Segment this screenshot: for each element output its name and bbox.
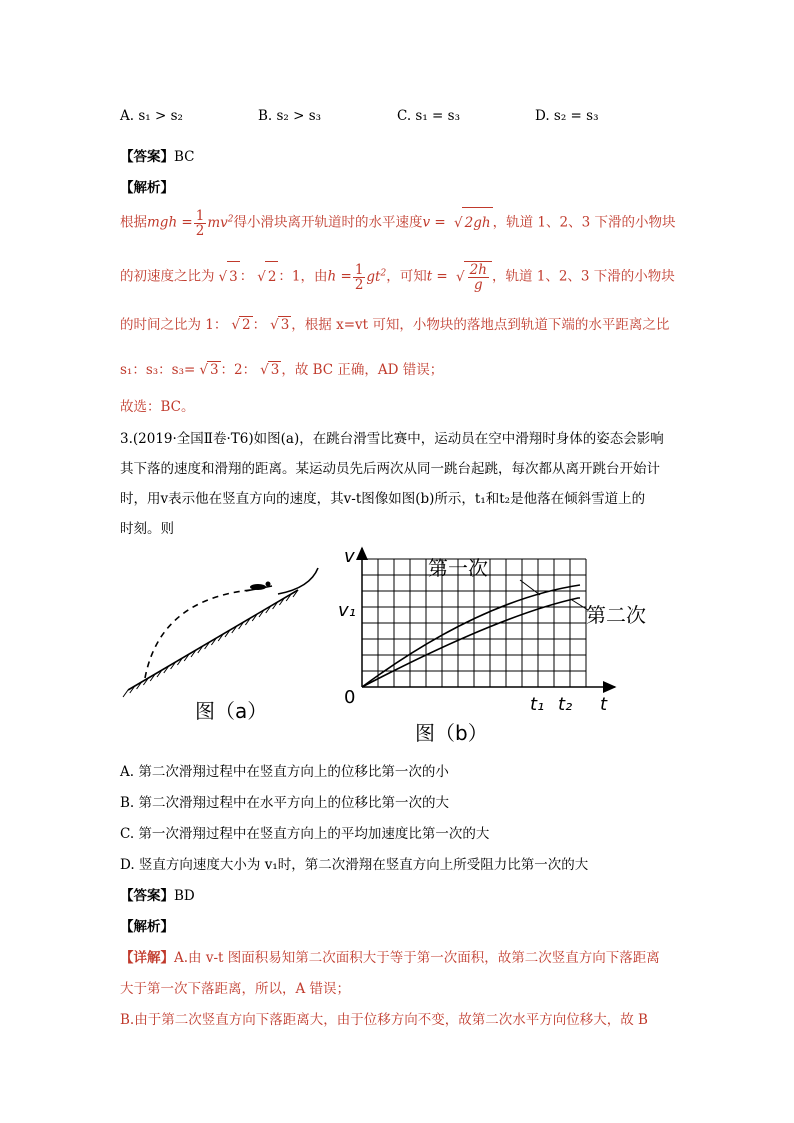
t1-label: t₁ [530, 694, 545, 715]
question3-line1: 3.(2019·全国Ⅱ卷·T6)如图(a)，在跳台滑雪比赛中，运动员在空中滑翔时身体的姿态会影响 [120, 431, 664, 447]
y-axis-label: v [344, 546, 355, 567]
x-axis-label: t [600, 694, 608, 715]
caption-b: 图（b） [415, 721, 488, 745]
analysis3-line3: B.由于第二次竖直方向下落距离大，由于位移方向不变，故第二次水平方向位移大，故 B [120, 1012, 648, 1028]
conclusion: 故选：BC。 [120, 399, 195, 415]
analysis-line-4: s₁：s₃：s₃=√ 3 ：2：√ 3 ，故 BC 正确，AD 错误； [120, 358, 443, 378]
analysis3-line1: 【详解】A.由 v-t 图面积易知第二次面积大于等于第一次面积，故第二次竖直方向下落距离 [120, 950, 660, 966]
formula-time: √ $\frac{2h}{g}$ [464, 261, 492, 292]
curve-first [362, 585, 580, 687]
analysis-label: 【解析】 [120, 180, 174, 196]
hatch-line [123, 690, 128, 697]
answer-value: BC [174, 149, 195, 165]
analysis3-label: 【解析】 [120, 919, 174, 935]
formula-velocity: √ 2gh [462, 207, 493, 238]
choice-d: D. s₂ = s₃ [535, 108, 599, 124]
answer-3: 【答案】BD [120, 888, 195, 904]
slope-line [128, 590, 298, 690]
analysis-line-2: 的初速度之比为√ 3 ：√ 2 ：1，由h = $\frac{1}{2}$ $gt^2$，可知t = √ $\frac{2h}{g}$ ，轨道 1、2、3 下滑的小物块 [120, 258, 675, 292]
analysis-line-3: 的时间之比为 1：√ 2 ：√ 3 ，根据 x=vt 可知，小物块的落地点到轨道下端的水平距离之比 [120, 313, 669, 333]
formula-energy: mgh = [147, 214, 193, 231]
question3-line2: 其下落的速度和滑翔的距离。某运动员先后两次从同一跳台起跳，每次都从离开跳台开始计 [120, 461, 660, 477]
answer-1 [120, 145, 195, 165]
caption-a: 图（a） [195, 699, 268, 723]
choice-b: B. s₂ > s₃ [258, 108, 322, 124]
curve-first-label: 第一次 [428, 556, 488, 580]
analysis-line-1: 根据mgh = $\frac{1}{2}$ $mv^2$得小滑块离开轨道时的水平速度v = √ 2gh ，轨道 1、2、3 下滑的小物块 [120, 204, 675, 238]
choice-c: C. s₁ = s₃ [397, 108, 461, 124]
option-b: B. 第二次滑翔过程中在水平方向上的位移比第一次的大 [120, 795, 450, 811]
choice-a: A. s₁ > s₂ [120, 108, 183, 124]
answer-label: 【答案】 [120, 149, 174, 165]
origin-label: 0 [344, 687, 356, 708]
curve-second [362, 598, 580, 687]
option-a: A. 第二次滑翔过程中在竖直方向上的位移比第一次的小 [120, 764, 449, 780]
question3-line3: 时，用v表示他在竖直方向的速度，其v-t图像如图(b)所示，t₁和t₂是他落在倾斜雪道上的 [120, 491, 646, 507]
analysis3-line2: 大于第一次下落距离，所以，A 错误； [120, 981, 351, 997]
t2-label: t₂ [558, 694, 573, 715]
skier-icon [246, 582, 272, 592]
figure-b [330, 540, 670, 750]
figure-a [120, 560, 330, 730]
option-c: C. 第一次滑翔过程中在竖直方向上的平均加速度比第一次的大 [120, 826, 490, 842]
curve-second-label: 第二次 [586, 603, 646, 627]
option-d: D. 竖直方向速度大小为 v₁时，第二次滑翔在竖直方向上所受阻力比第一次的大 [120, 857, 589, 873]
question3-line4: 时刻。则 [120, 521, 174, 537]
v1-label: v₁ [338, 600, 356, 621]
trajectory-dashed [145, 590, 250, 678]
